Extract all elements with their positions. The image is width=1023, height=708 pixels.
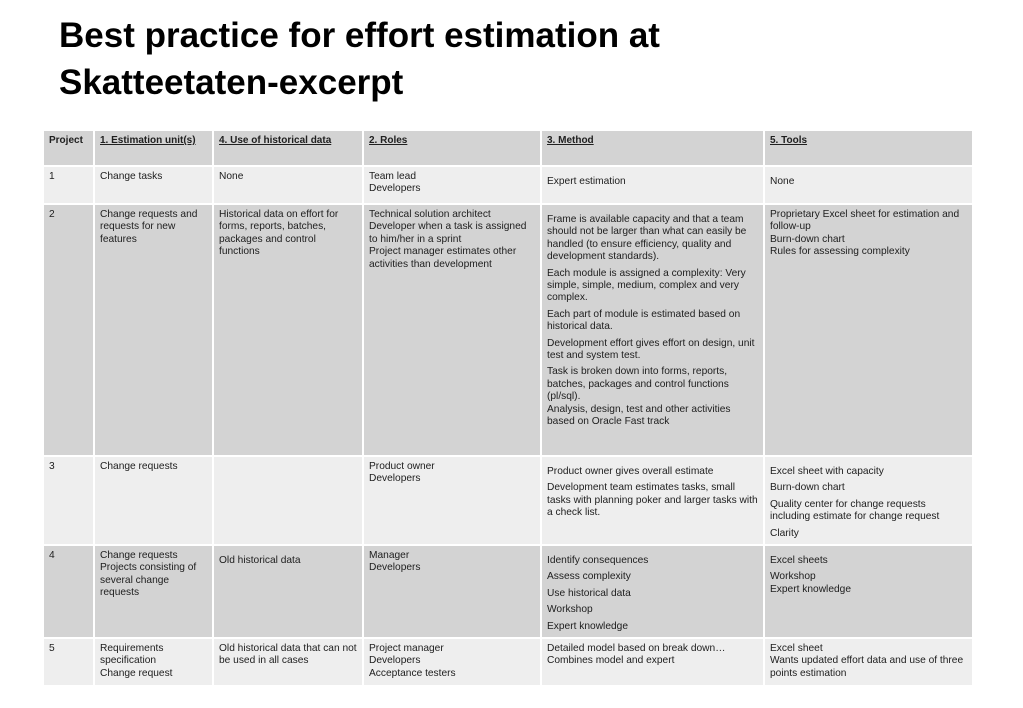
tools-cell xyxy=(765,546,972,637)
cell-line: Each module is assigned a complexity: Very simple, simple, medium, complex and very complex. xyxy=(547,267,746,304)
cell-line: Excel sheet xyxy=(770,643,823,655)
table-row xyxy=(44,639,972,685)
cell-line: Burn-down chart xyxy=(770,482,845,494)
roles-cell xyxy=(364,167,540,203)
cell-line: Acceptance testers xyxy=(369,667,456,679)
header-project: Project xyxy=(44,131,93,165)
method-cell xyxy=(542,639,763,685)
slide-title-line-2: Skatteetaten-excerpt xyxy=(59,63,404,102)
header-tools: 5. Tools xyxy=(765,131,972,165)
cell-line: None xyxy=(219,171,244,182)
cell-line: Developers xyxy=(369,655,421,667)
cell-line: Excel sheet with capacity xyxy=(770,466,884,477)
tools-cell xyxy=(765,457,972,544)
table-row xyxy=(44,167,972,203)
estimation-units-cell xyxy=(95,167,212,203)
cell-line: Proprietary Excel sheet for estimation and follow-up xyxy=(770,209,960,233)
cell-line: Technical solution architect xyxy=(369,209,491,220)
method-cell xyxy=(542,205,763,455)
cell-line: Expert knowledge xyxy=(770,583,851,595)
cell-line: Historical data on effort for forms, reports, batches, packages and control functions xyxy=(219,209,339,258)
slide-title-line-1: Best practice for effort estimation at xyxy=(59,16,660,55)
estimation-units-cell xyxy=(95,639,212,685)
project-number: 1 xyxy=(44,167,93,203)
historical-data-cell xyxy=(214,167,362,203)
cell-line: Workshop xyxy=(770,571,816,583)
cell-line: Expert estimation xyxy=(547,176,626,187)
cell-line: Wants updated effort data and use of three points estimation xyxy=(770,655,964,679)
cell-line: Projects consisting of several change requests xyxy=(100,562,197,599)
cell-line: Workshop xyxy=(547,604,593,616)
cell-line: Excel sheets xyxy=(770,555,828,567)
tools-cell xyxy=(765,205,972,455)
tools-cell xyxy=(765,167,972,203)
method-cell xyxy=(542,457,763,544)
estimation-table-container xyxy=(42,129,974,679)
cell-line: Development effort gives effort on design, unit test and system test. xyxy=(547,337,755,362)
table-row xyxy=(44,546,972,637)
cell-line: Assess complexity xyxy=(547,571,631,583)
cell-line: Developers xyxy=(369,183,421,195)
roles-cell xyxy=(364,639,540,685)
project-number: 3 xyxy=(44,457,93,544)
historical-data-cell xyxy=(214,546,362,637)
cell-line: Product owner gives overall estimate xyxy=(547,466,714,477)
cell-line: Change requests xyxy=(100,461,178,472)
historical-data-cell xyxy=(214,639,362,685)
header-historical-data: 4. Use of historical data xyxy=(214,131,362,165)
cell-line: None xyxy=(770,176,795,187)
cell-line: Combines model and expert xyxy=(547,655,675,667)
cell-line: Burn-down chart xyxy=(770,233,845,245)
header-estimation-units: 1. Estimation unit(s) xyxy=(95,131,212,165)
cell-line: Task is broken down into forms, reports, batches, packages and control functions (pl/sql). xyxy=(547,366,729,403)
historical-data-cell xyxy=(214,457,362,544)
header-method: 3. Method xyxy=(542,131,763,165)
cell-line: Change requests and requests for new features xyxy=(100,209,198,245)
cell-line: Expert knowledge xyxy=(547,620,628,632)
cell-line: Developers xyxy=(369,473,421,485)
cell-line: Team lead xyxy=(369,171,417,182)
cell-line: Development team estimates tasks, small tasks with planning poker and larger tasks with a check list. xyxy=(547,482,758,519)
method-cell xyxy=(542,546,763,637)
cell-line: Developer when a task is assigned to him/her in a sprint xyxy=(369,221,527,245)
method-cell xyxy=(542,167,763,203)
cell-line: Detailed model based on break down… xyxy=(547,643,726,655)
cell-line: Product owner xyxy=(369,461,435,472)
estimation-units-cell xyxy=(95,546,212,637)
cell-line: Quality center for change requests including estimate for change request xyxy=(770,498,940,523)
header-row xyxy=(44,131,972,165)
estimation-table xyxy=(42,129,974,687)
header-roles: 2. Roles xyxy=(364,131,540,165)
roles-cell xyxy=(364,205,540,455)
roles-cell xyxy=(364,457,540,544)
project-number: 2 xyxy=(44,205,93,455)
project-number: 4 xyxy=(44,546,93,637)
slide-title xyxy=(59,12,959,106)
cell-line: Change requests xyxy=(100,550,178,562)
cell-line: Use historical data xyxy=(547,587,631,599)
roles-cell xyxy=(364,546,540,637)
cell-line: Change tasks xyxy=(100,171,163,182)
cell-line: Each part of module is estimated based on historical data. xyxy=(547,308,741,333)
cell-line: Project manager estimates other activities than development xyxy=(369,246,517,270)
cell-line: Analysis, design, test and other activities based on Oracle Fast track xyxy=(547,403,731,428)
cell-line: Clarity xyxy=(770,527,799,539)
cell-line: Old historical data xyxy=(219,555,301,567)
cell-line: Frame is available capacity and that a team should not be larger than what can easily be handled (to ensure efficiency, quality and development standards). xyxy=(547,214,747,263)
cell-line: Old historical data that can not be used in all cases xyxy=(219,643,357,667)
cell-line: Identify consequences xyxy=(547,555,649,567)
estimation-units-cell xyxy=(95,457,212,544)
estimation-units-cell xyxy=(95,205,212,455)
cell-line: Change request xyxy=(100,667,173,679)
table-row xyxy=(44,457,972,544)
historical-data-cell xyxy=(214,205,362,455)
project-number: 5 xyxy=(44,639,93,685)
cell-line: Rules for assessing complexity xyxy=(770,246,910,258)
cell-line: Requirements specification xyxy=(100,643,164,667)
cell-line: Manager xyxy=(369,550,410,562)
table-row xyxy=(44,205,972,455)
cell-line: Developers xyxy=(369,562,421,574)
tools-cell xyxy=(765,639,972,685)
cell-line: Project manager xyxy=(369,643,444,655)
